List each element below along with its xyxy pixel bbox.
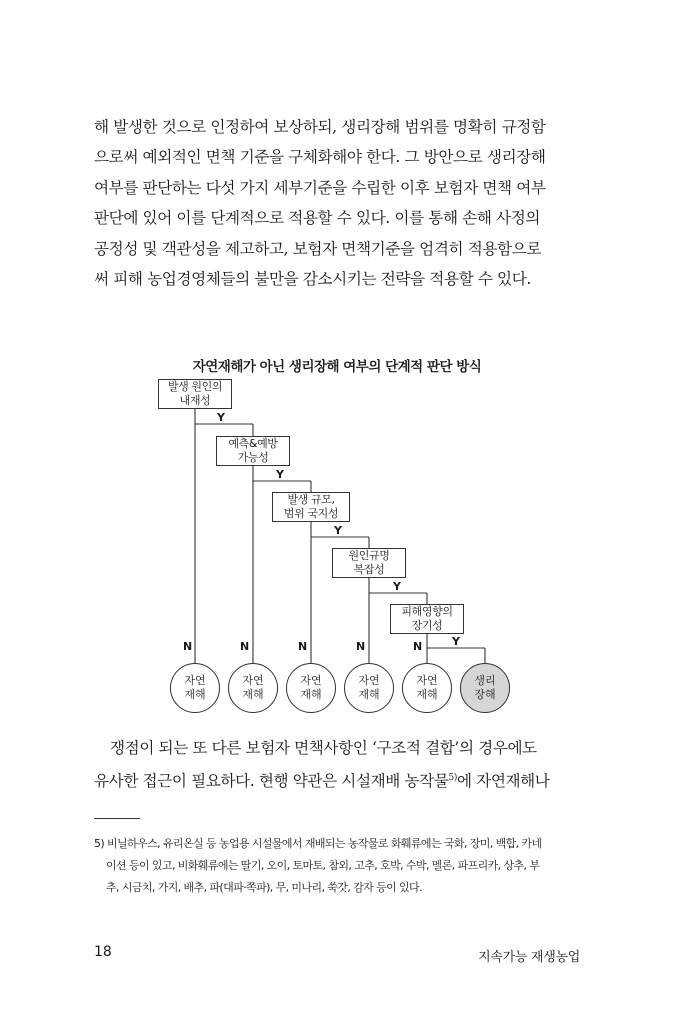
no-label: N [356, 640, 366, 653]
text-line: 여부를 판단하는 다섯 가지 세부기준을 수립한 이후 보험자 면책 여부 [94, 178, 546, 197]
outcome-natural-disaster-2 [228, 663, 278, 713]
step-label: 범위 국지성 [283, 507, 339, 520]
outcome-label: 자연 [184, 674, 206, 687]
step-4-box [332, 548, 406, 578]
text-line: 공정성 및 객관성을 제고하고, 보험자 면책기준을 엄격히 적용함으로 [94, 239, 542, 258]
yes-label: Y [217, 411, 225, 424]
footnote-text: 비닐하우스, 유리온실 등 농업용 시설물에서 재배되는 농작물로 화훼류에는 국화, 장미, 백합, 카네 [107, 837, 542, 850]
no-label: N [240, 640, 250, 653]
text-line [94, 763, 580, 797]
page-number: 18 [94, 944, 112, 960]
outcome-label: 장해 [474, 688, 496, 701]
text-line: 해 발생한 것으로 인정하여 보상하되, 생리장해 범위를 명확히 규정함 [94, 118, 546, 136]
book-title: 지속가능 재생농업 [478, 950, 580, 965]
step-label: 피해영향의 [401, 605, 453, 618]
step-2-box [216, 436, 290, 466]
outcome-label: 자연 [242, 674, 264, 687]
yes-label: Y [276, 468, 284, 481]
yes-label: Y [334, 524, 342, 537]
step-5-box [390, 604, 464, 634]
outcome-natural-disaster-1 [170, 663, 220, 713]
yes-label: Y [393, 580, 401, 593]
outcome-label: 자연 [416, 674, 438, 687]
step-3-box [272, 492, 350, 522]
outcome-label: 재해 [242, 688, 264, 701]
step-label: 복잡성 [353, 563, 385, 576]
step-label: 예측&예방 [228, 437, 278, 450]
outcome-label: 생리 [474, 674, 496, 687]
step-1-box [158, 379, 232, 409]
step-label: 장기성 [411, 619, 443, 632]
text-line: 판단에 있어 이를 단계적으로 적용할 수 있다. 이를 통해 손해 사정의 [94, 209, 541, 228]
footnote-line: 이션 등이 있고, 비화훼류에는 딸기, 오이, 토마토, 참외, 고추, 호박, 수박, 멜론, 파프리카, 상추, 부 [106, 859, 540, 872]
figure-title: 자연재해가 아닌 생리장해 여부의 단계적 판단 방식 [192, 359, 482, 375]
outcome-natural-disaster-3 [286, 663, 336, 713]
footnote-number: 5) [94, 837, 105, 850]
footnote [94, 833, 580, 899]
step-label: 내재성 [179, 394, 211, 407]
outcome-label: 자연 [300, 674, 322, 687]
body-paragraph-2 [94, 733, 580, 797]
text-line: 써 피해 농업경영체들의 불만을 감소시키는 전략을 적용할 수 있다. [94, 270, 531, 289]
outcome-label: 재해 [300, 688, 322, 701]
step-label: 발생 원인의 [167, 380, 223, 393]
yes-label: Y [452, 635, 460, 648]
outcome-label: 자연 [358, 674, 380, 687]
footnote-line [94, 833, 580, 855]
step-label: 원인규명 [348, 549, 390, 562]
text-line: 쟁점이 되는 또 다른 보험자 면책사항인 ‘구조적 결합’의 경우에도 [110, 739, 537, 757]
outcome-label: 재해 [184, 688, 206, 701]
no-label: N [298, 640, 308, 653]
outcome-natural-disaster-5 [402, 663, 452, 713]
no-label: N [183, 640, 193, 653]
outcome-label: 재해 [416, 688, 438, 701]
step-label: 발생 규모, [287, 493, 335, 506]
no-label: N [413, 640, 423, 653]
outcome-natural-disaster-4 [344, 663, 394, 713]
text-segment: 에 자연재해나 [456, 772, 550, 791]
outcome-label: 재해 [358, 688, 380, 701]
footnote-divider [94, 818, 140, 819]
text-segment: 유사한 접근이 필요하다. 현행 약관은 시설재배 농작물 [94, 772, 449, 791]
footnote-line: 추, 시금치, 가지, 배추, 파(대파·쪽파), 무, 미나리, 쑥갓, 감자 등이 있다. [106, 881, 422, 894]
step-label: 가능성 [237, 451, 269, 464]
text-line: 으로써 예외적인 면책 기준을 구체화해야 한다. 그 방안으로 생리장해 [94, 148, 546, 167]
footnote-ref: 5) [448, 773, 457, 784]
outcome-physiological-disorder [460, 663, 510, 713]
